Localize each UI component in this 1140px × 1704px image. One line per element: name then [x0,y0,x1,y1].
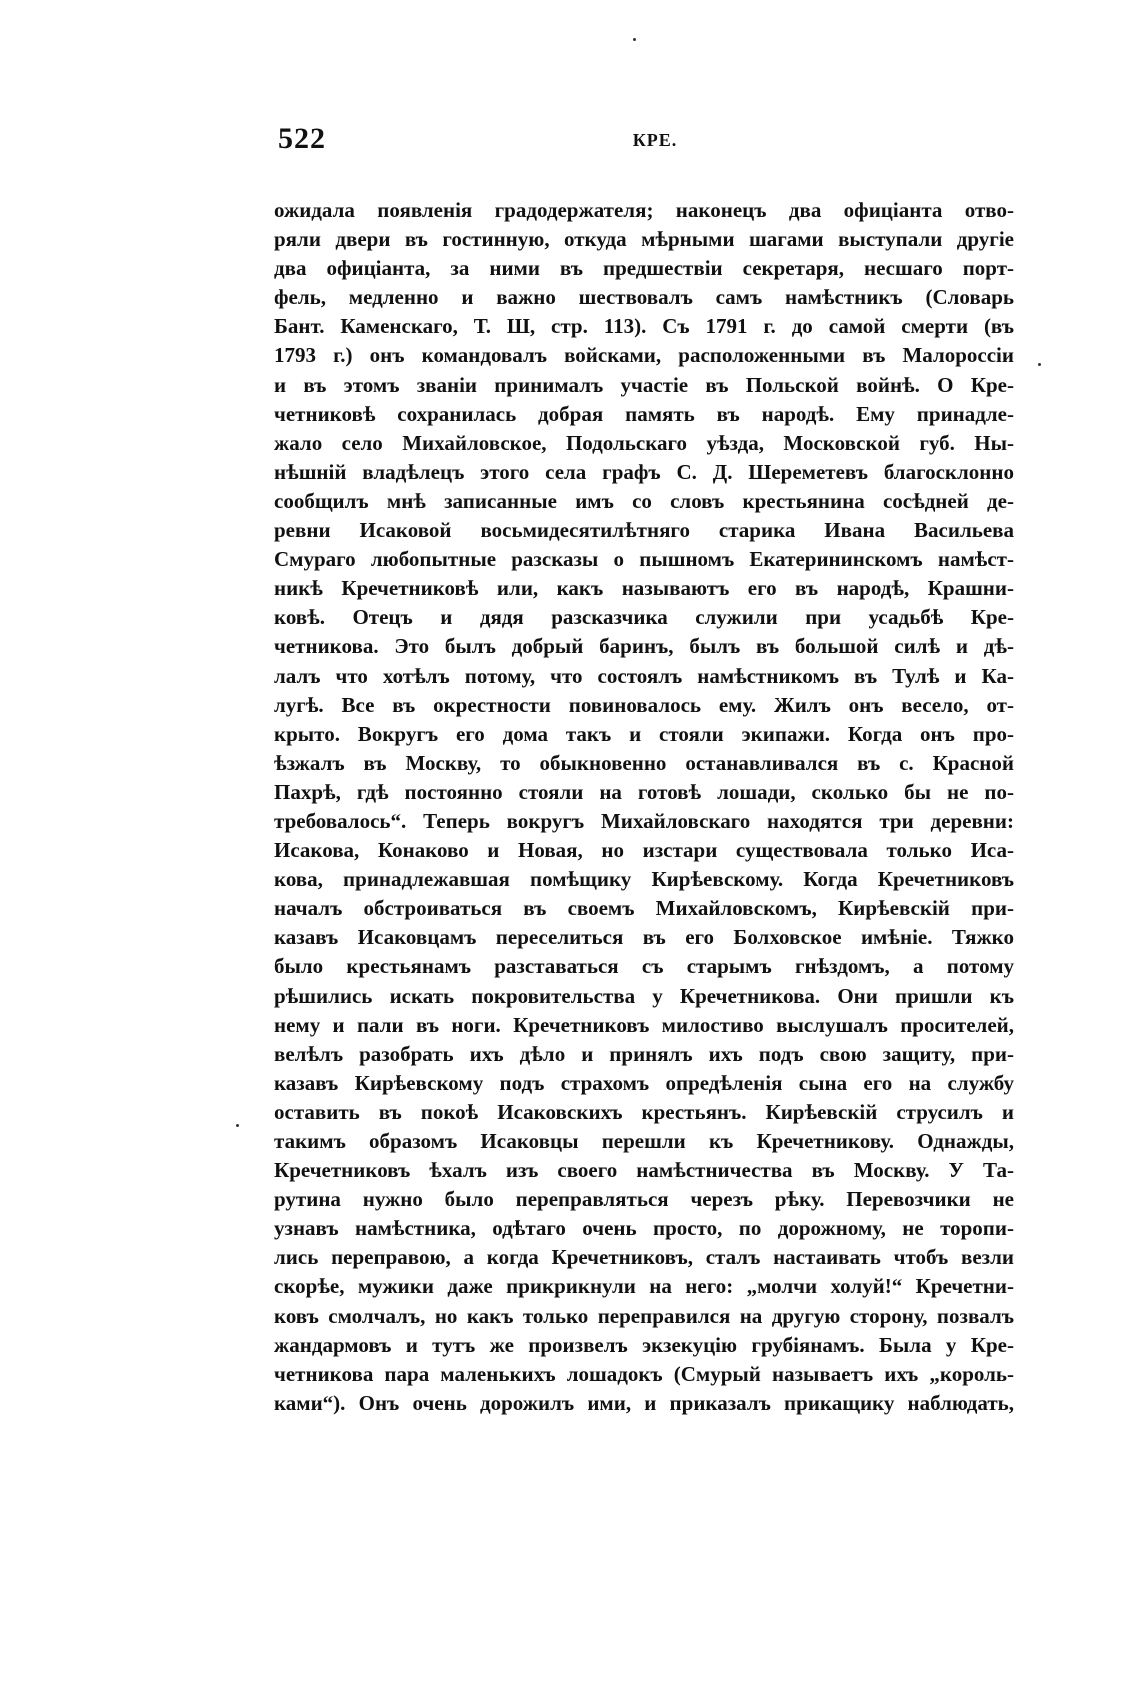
text-line: жандармовъ и тутъ же произвелъ экзекуцію грубіянамъ. Была у Кре- [274,1332,1014,1357]
text-line: скорѣе, мужики даже прикрикнули на него: „молчи холуй!“ Кречетни- [274,1274,1014,1299]
text-line: Смураго любопытные разсказы о пышномъ Екатерининскомъ намѣст- [274,547,1014,572]
text-line: жало село Михайловское, Подольскаго уѣзда, Московской губ. Ны- [274,430,1014,455]
text-line: казавъ Исаковцамъ переселиться въ его Болховское имѣніе. Тяжко [274,925,1014,950]
text-line: было крестьянамъ разставаться съ старымъ гнѣздомъ, а потому [274,954,1014,979]
text-line: четникова пара маленькихъ лошадокъ (Смурый называетъ ихъ „король- [274,1361,1014,1386]
text-line: Пахрѣ, гдѣ постоянно стояли на готовѣ лошади, сколько бы не по- [274,779,1014,804]
text-line: рѣшились искать покровительства у Кречетникова. Они пришли къ [274,983,1014,1008]
text-line: четниковѣ сохранилась добрая память въ народѣ. Ему принадле- [274,401,1014,426]
page-number: 522 [278,122,326,155]
text-line: никѣ Кречетниковѣ или, какъ называютъ его въ народѣ, Крашни- [274,576,1014,601]
text-line: рутина нужно было переправляться черезъ рѣку. Перевозчики не [274,1187,1014,1212]
text-line: ковъ смолчалъ, но какъ только переправился на другую сторону, позвалъ [274,1303,1014,1328]
text-line: ковѣ. Отецъ и дядя разсказчика служили при усадьбѣ Кре- [274,605,1014,630]
text-line: оставить въ покоѣ Исаковскихъ крестьянъ. Кирѣевскій струсилъ и [274,1099,1014,1124]
page-header [278,122,1012,162]
running-head: КРЕ. [632,130,678,150]
text-line: Бант. Каменскаго, Т. Ш, стр. 113). Съ 1791 г. до самой смерти (въ [274,314,1014,339]
text-line: Кречетниковъ ѣхалъ изъ своего намѣстничества въ Москву. У Та- [274,1158,1014,1183]
text-line: 1793 г.) онъ командовалъ войсками, расположенными въ Малороссіи [274,343,1014,368]
text-line: началъ обстроиваться въ своемъ Михайловскомъ, Кирѣевскій при- [274,896,1014,921]
text-line: фель, медленно и важно шествовалъ самъ намѣстникъ (Словарь [274,285,1014,310]
text-line: такимъ образомъ Исаковцы перешли къ Кречетникову. Однажды, [274,1129,1014,1153]
text-line: лалъ что хотѣлъ потому, что состоялъ намѣстникомъ въ Тулѣ и Ка- [274,663,1014,688]
text-line: ками“). Онъ очень дорожилъ ими, и приказалъ прикащику наблюдать, [274,1390,1014,1415]
text-line: крыто. Вокругъ его дома такъ и стояли экипажи. Когда онъ про- [274,721,1014,746]
body-text [274,196,1014,1418]
text-line: велѣлъ разобрать ихъ дѣло и принялъ ихъ подъ свою защиту, при- [274,1041,1014,1066]
text-line: казавъ Кирѣевскому подъ страхомъ опредѣленія сына его на службу [274,1070,1014,1095]
text-line: лись переправою, а когда Кречетниковъ, сталъ настаивать чтобъ везли [274,1245,1014,1270]
text-line: ѣзжалъ въ Москву, то обыкновенно останавливался въ с. Красной [274,750,1014,775]
scan-speck [1038,363,1041,366]
text-line: ряли двери въ гостинную, откуда мѣрными шагами выступали другіе [274,227,1014,252]
text-line: четникова. Это былъ добрый баринъ, былъ въ большой силѣ и дѣ- [274,634,1014,659]
text-line: нѣшній владѣлецъ этого села графъ С. Д. Шереметевъ благосклонно [274,459,1014,484]
text-line: нему и пали въ ноги. Кречетниковъ милостиво выслушалъ просителей, [274,1012,1014,1037]
text-line: и въ этомъ званіи принималъ участіе въ Польской войнѣ. О Кре- [274,372,1014,397]
text-line: лугѣ. Все въ окрестности повиновалось ему. Жилъ онъ весело, от- [274,692,1014,717]
text-line: Исакова, Конаково и Новая, но изстари существовала только Иса- [274,838,1014,863]
text-line: кова, принадлежавшая помѣщику Кирѣевскому. Когда Кречетниковъ [274,867,1014,892]
scan-speck [633,38,636,41]
text-line: требовалось“. Теперь вокругъ Михайловскаго находятся три деревни: [274,808,1014,833]
text-line: ожидала появленія градодержателя; наконецъ два офиціанта отво- [274,198,1014,222]
text-line: сообщилъ мнѣ записанные имъ со словъ крестьянина сосѣдней де- [274,488,1014,513]
text-line: два офиціанта, за ними въ предшествіи секретаря, несшаго порт- [274,256,1014,281]
text-line: ревни Исаковой восьмидесятилѣтняго старика Ивана Васильева [274,518,1014,543]
text-line: узнавъ намѣстника, одѣтаго очень просто, по дорожному, не торопи- [274,1216,1014,1241]
scan-speck [236,1124,239,1127]
